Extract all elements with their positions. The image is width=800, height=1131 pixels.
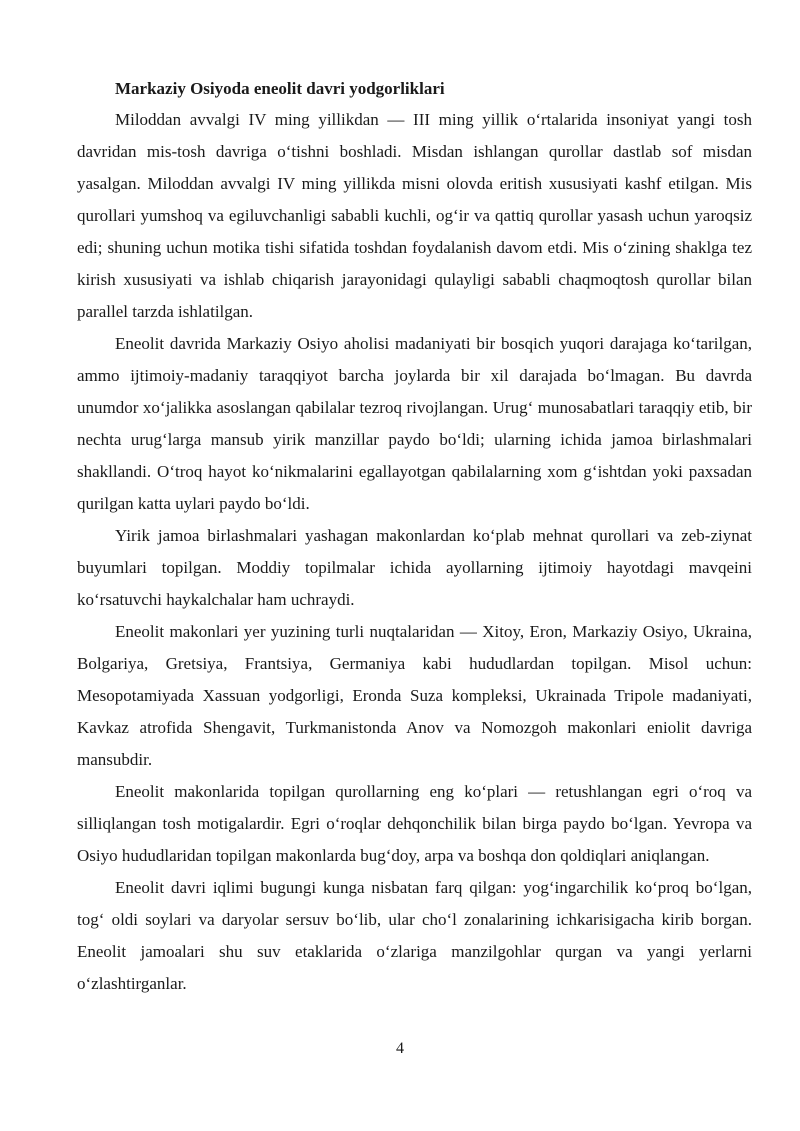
- paragraph-climate: Eneolit davri iqlimi bugungi kunga nisbatan farq qilgan: yog‘ingarchilik ko‘proq bo‘lgan, tog‘ oldi soylari va daryolar sersuv bo‘lib, ular cho‘l zonalarining ichkarisigacha kirib borgan. Eneolit jamoalari shu suv etaklarida o‘zlariga manzilgohlar qurgan va yangi yerlarni o‘zlashtirganlar.: [77, 878, 752, 993]
- paragraph-sites: Eneolit makonlari yer yuzining turli nuqtalaridan — Xitoy, Eron, Markaziy Osiyo, Ukraina, Bolgariya, Gretsiya, Frantsiya, Germaniya kabi hududlardan topilgan. Misol uchun: Mesopotamiyada Xassuan yodgorligi, Eronda Suza kompleksi, Ukrainada Tripole madaniyati, Kavkaz atrofida Shengavit, Turkmanistonda Anov va Nomozgoh makonlari eniolit davriga mansubdir.: [77, 622, 752, 769]
- document-page: [77, 74, 752, 1000]
- paragraph-copper-stone-transition: Miloddan avvalgi IV ming yillikdan — III ming yillik o‘rtalarida insoniyat yangi tosh davridan mis-tosh davriga o‘tishni boshladi. Misdan ishlangan qurollar dastlab sof misdan yasalgan. Miloddan avvalgi IV ming yillikda misni olovda eritish xususiyati kashf etilgan. Mis qurollari yumshoq va egiluvchanligi sababli kuchli, og‘ir va qattiq qurollar yasash uchun yaroqsiz edi; shuning uchun motika tishi sifatida toshdan foydalanish davom etdi. Mis o‘zining shaklga tez kirish xususiyati va ishlab chiqarish jarayonidagi qulayligi sababli chaqmoqtosh qurollar bilan parallel tarzda ishlatilgan.: [77, 110, 752, 321]
- paragraph-tools: Eneolit makonlarida topilgan qurollarning eng ko‘plari — retushlangan egri o‘roq va silliqlangan tosh motigalardir. Egri o‘roqlar dehqonchilik bilan birga paydo bo‘lgan. Yevropa va Osiyo hududlaridan topilgan makonlarda bug‘doy, arpa va boshqa don qoldiqlari aniqlangan.: [77, 782, 752, 865]
- section-heading: Markaziy Osiyoda eneolit davri yodgorliklari: [115, 79, 445, 98]
- page-number: 4: [396, 1040, 404, 1057]
- paragraph-finds: Yirik jamoa birlashmalari yashagan makonlardan ko‘plab mehnat qurollari va zeb-ziynat buyumlari topilgan. Moddiy topilmalar ichida ayollarning ijtimoiy hayotdagi mavqeini ko‘rsatuvchi haykalchalar ham uchraydi.: [77, 526, 752, 609]
- paragraph-culture-development: Eneolit davrida Markaziy Osiyo aholisi madaniyati bir bosqich yuqori darajaga ko‘tarilgan, ammo ijtimoiy-madaniy taraqqiyot barcha joylarda bir xil darajada bo‘lmagan. Bu davrda unumdor xo‘jalikka asoslangan qabilalar tezroq rivojlangan. Urug‘ munosabatlari taraqqiy etib, bir nechta urug‘larga mansub yirik manzillar paydo bo‘ldi; ularning ichida jamoa birlashmalari shakllandi. O‘troq hayot ko‘nikmalarini egallayotgan qabilalarning xom g‘ishtdan yoki paxsadan qurilgan katta uylari paydo bo‘ldi.: [77, 334, 752, 513]
